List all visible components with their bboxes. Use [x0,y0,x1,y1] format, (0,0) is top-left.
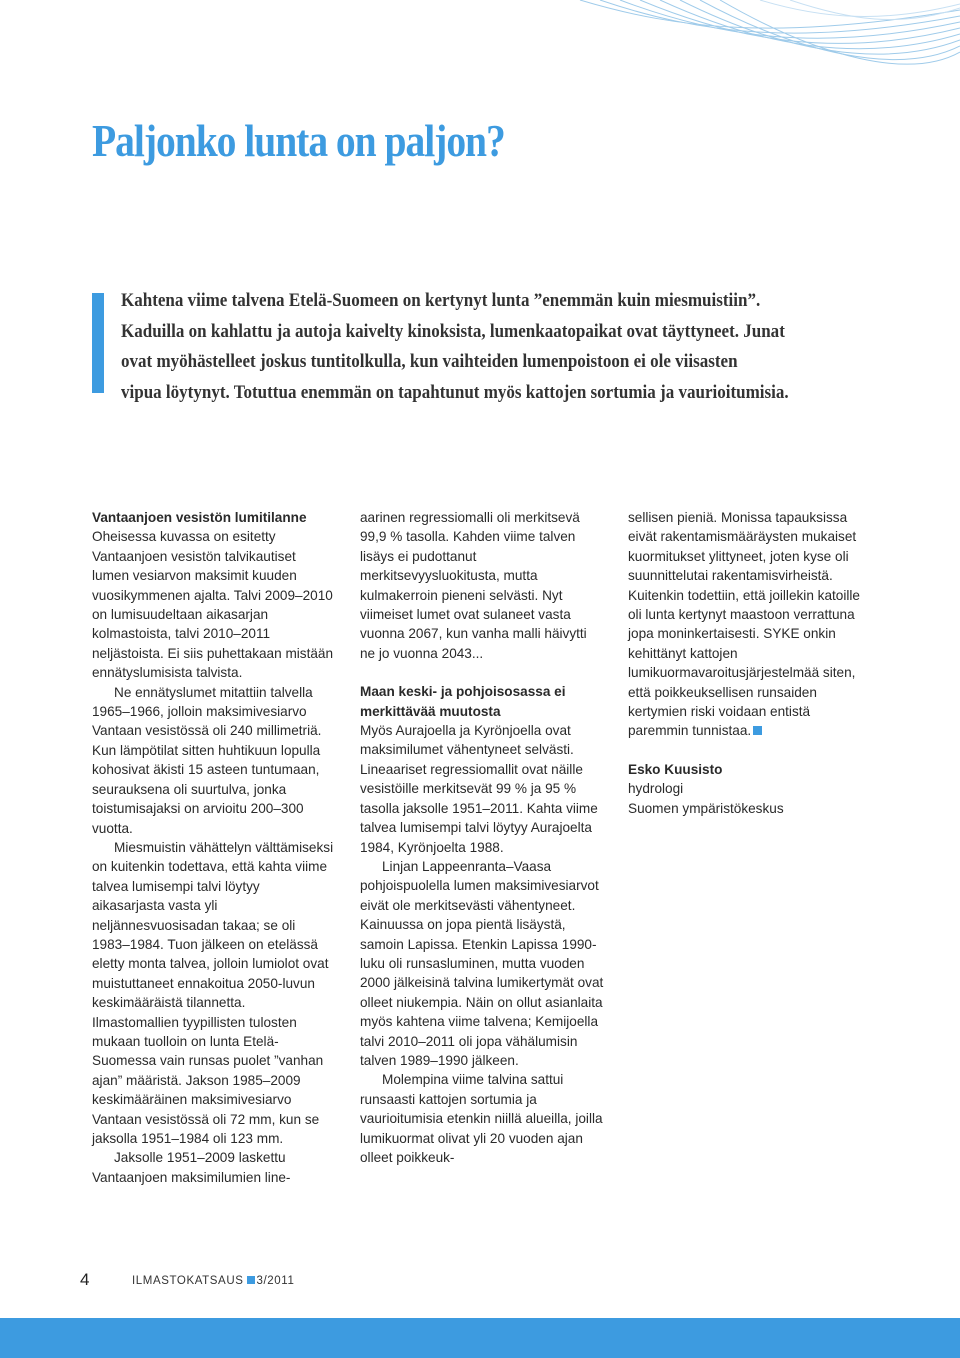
column-2 [360,508,604,1167]
column-1 [92,508,336,1187]
intro-line: vipua löytynyt. Totuttua enemmän on tapahtunut myös kattojen sortumia ja vaurioitumisia. [121,382,789,403]
body-text: sellisen pieniä. Monissa tapauksissa eivät rakentamismääräysten mukaiset kuormitukset ylittyneet, joten kyse oli suunnittelutai rakentamisvirheistä. Kuitenkin todettiin, että joillekin katoille oli lunta kertynyt maastoon verrattuna jopa moninkertaisesti. SYKE onkin kehittänyt kattojen lumikuormavaroitusjärjestelmää siten, että poikkeuksellisen runsaiden kertymien riski voidaan entistä paremmin tunnistaa. [628,510,860,739]
body-paragraph: Myös Aurajoella ja Kyrönjoella ovat maksimilumet vähentyneet selvästi. Lineaariset regressiomallit ovat näille vesistöille merkitsevät 99 % ja 95 % tasolla jaksolle 1951–2011. Kahta viime talvea lumisempi talvi löytyy Aurajoelta 1984, Kyrönjoelta 1988. [360,723,598,855]
issue-number: 3/2011 [256,1275,295,1287]
body-paragraph: Ne ennätyslumet mitattiin talvella 1965–1966, jolloin maksimivesiarvo Vantaan vesistössä oli 240 millimetriä. Kun lämpötilat sitten huhtikuun lopulla kohosivat äkisti 15 asteen tuntumaan, seurauksena oli suurtulva, jonka toistumisajaksi on arvioitu 200–300 vuotta. [92,684,322,836]
intro-line: Kahtena viime talvena Etelä-Suomeen on kertynyt lunta ”enemmän kuin miesmuistiin”. [121,291,761,311]
body-paragraph: Molempina viime talvina sattui runsaasti kattojen sortumia ja vaurioitumisia etenkin niillä alueilla, joilla lumikuormat olivat yli 20 vuoden ajan olleet poikkeuk- [360,1072,603,1165]
article-title: Paljonko lunta on paljon? [92,115,505,166]
author-organization: Suomen ympäristökeskus [628,800,784,816]
body-paragraph: Oheisessa kuvassa on esitetty Vantaanjoen vesistön talvikautiset lumen vesiarvon maksimit kuuden vuosikymmenen ajalta. Talvi 2009–2010 on lumisuudeltaan aikasarjan kolmastoista, talvi 2010–2011 neljästoista. Ei siis puhettakaan mistään ennätyslumisista talvista. [92,529,334,681]
page-number: 4 [80,1270,90,1289]
square-icon [247,1276,255,1284]
bottom-color-bar [0,1318,960,1358]
body-paragraph: Linjan Lappeenranta–Vaasa pohjoispuolella lumen maksimivesiarvot eivät ole merkitsevästi vähentyneet. Kainuussa on jopa pientä lisäystä, samoin Lapissa. Etenkin Lapissa 1990-luku oli runsasluminen, mutta vuoden 2000 jälkeisinä talvina lumikertymät ovat olleet niukempia. Näin on ollut asianlaita myös kahtena viime talvena; Kemijoella talvi 2010–2011 oli jopa vähälumisin talven 1989–1990 jälkeen. [360,858,604,1068]
magazine-footer [132,1275,294,1287]
magazine-name: ILMASTOKATSAUS [132,1275,244,1287]
end-mark-icon [753,726,762,735]
intro-accent-bar [92,293,104,393]
section-heading: Vantaanjoen vesistön lumitilanne [92,510,307,525]
intro-paragraph [121,286,881,408]
body-paragraph: Miesmuistin vähättelyn välttämiseksi on kuitenkin todettava, että kahta viime talvea lumisempi talvi löytyy aikasarjasta vasta yli neljännesvuosisadan takaa; se oli 1983–1984. Tuon jälkeen on etelässä eletty monta talvea, jolloin lumiolot ovat muistuttaneet ennakoitua 2050-luvun keskimääräistä tilannetta. Ilmastomallien tyypillisten tulosten mukaan tuolloin on lunta Etelä-Suomessa vain runsas puolet ”vanhan ajan” määristä. Jakson 1985–2009 keskimääräinen maksimivesiarvo Vantaan vesistössä oli 72 mm, kun se jaksolla 1951–1984 oli 123 mm. [92,839,334,1146]
author-name: Esko Kuusisto [628,761,723,777]
section-heading: Maan keski- ja pohjoisosassa ei merkittävää muutosta [360,684,566,719]
body-paragraph: Jaksolle 1951–2009 laskettu Vantaanjoen maksimilumien line- [92,1150,291,1185]
body-paragraph: aarinen regressiomalli oli merkitsevä 99,9 % tasolla. Kahden viime talven lisäys ei pudottanut merkitsevyysluokitusta, mutta kulmakerroin pieneni selvästi. Nyt viimeiset lumet ovat sulaneet vasta vuonna 2067, kun vanha malli häivytti ne jo vuonna 2043... [360,510,587,661]
wave-decoration [560,0,960,80]
intro-line: Kaduilla on kahlattu ja autoja kaivelty kinoksista, lumenkaatopaikat ovat täyttyneet. Junat [121,321,785,342]
intro-line: ovat myöhästelleet joskus tuntitolkulla, kun vaihteiden lumenpoistoon ei ole viisasten [121,352,738,372]
author-role: hydrologi [628,781,684,797]
column-3 [628,508,872,818]
body-paragraph [628,508,872,741]
